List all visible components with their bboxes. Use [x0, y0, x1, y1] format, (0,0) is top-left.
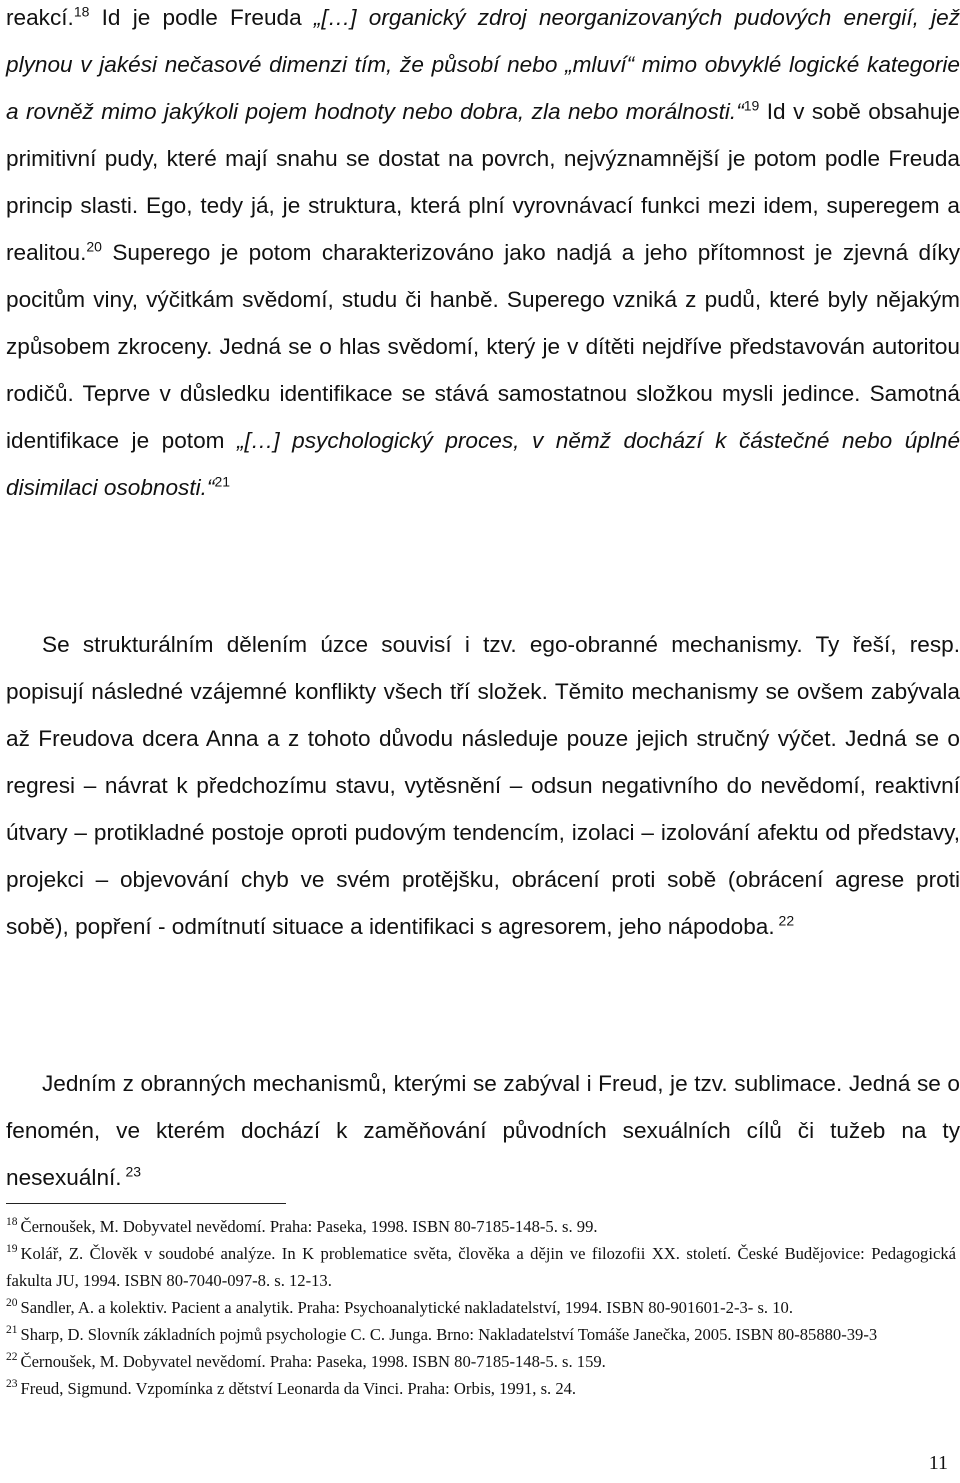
footnote-number: 20 — [6, 1297, 18, 1310]
footnote-number: 23 — [6, 1378, 18, 1391]
footnote-text: Freud, Sigmund. Vzpomínka z dětství Leonarda da Vinci. Praha: Orbis, 1991, s. 24. — [20, 1379, 577, 1398]
footnote-number: 22 — [6, 1351, 18, 1364]
footnote-19 — [6, 1240, 956, 1294]
footnote-text: Sandler, A. a kolektiv. Pacient a analytik. Praha: Psychoanalytické nakladatelství, 1994. ISBN 80-901601-2-3- s. 10. — [20, 1298, 793, 1317]
footnote-number: 18 — [6, 1216, 18, 1229]
quote-identification: „[…] psychologický proces, v němž dochází k částečné nebo úplné disimilaci osobnosti.“ — [6, 428, 960, 500]
footnote-ref-22[interactable]: 22 — [774, 912, 795, 929]
paragraph-sublimation — [6, 1060, 960, 1201]
footnote-18 — [6, 1213, 956, 1240]
footnote-22 — [6, 1348, 956, 1375]
text-run: Id v sobě obsahuje primitivní pudy, které mají snahu se dostat na povrch, nejvýznamnější je potom podle Freuda princip slasti. Ego, tedy já, je struktura, která plní vyrovnávací funkci mezi idem, superegem a realitou. — [6, 99, 960, 265]
footnote-21 — [6, 1321, 956, 1348]
text-run: Superego je potom charakterizováno jako nadjá a jeho přítomnost je zjevná díky pocitům viny, výčitkám svědomí, studu či hanbě. Superego vzniká z pudů, které byly nějakým způsobem zkroceny. Jedná se o hlas svědomí, který je v dítěti nejdříve představován autoritou rodičů. Teprve v důsledku identifikace se stává samostatnou složkou mysli jedince. Samotná identifikace je potom — [6, 240, 960, 453]
footnote-text: Kolář, Z. Člověk v soudobé analýze. In K problematice světa, člověka a dějin ve filozofii XX. století. České Budějovice: Pedagogická fakulta JU, 1994. ISBN 80-7040-097-8. s. 12-13. — [6, 1244, 956, 1290]
footnote-number: 19 — [6, 1243, 18, 1256]
text-run: Id je podle Freuda — [89, 5, 314, 30]
footnote-20 — [6, 1294, 956, 1321]
footnote-number: 21 — [6, 1324, 18, 1337]
footnote-text: Černoušek, M. Dobyvatel nevědomí. Praha: Paseka, 1998. ISBN 80-7185-148-5. s. 99. — [20, 1217, 598, 1236]
page-number: 11 — [928, 1452, 948, 1474]
footnote-23 — [6, 1375, 956, 1402]
footnote-text: Černoušek, M. Dobyvatel nevědomí. Praha: Paseka, 1998. ISBN 80-7185-148-5. s. 159. — [20, 1352, 606, 1371]
footnote-text: Sharp, D. Slovník základních pojmů psychologie C. C. Junga. Brno: Nakladatelství Tomáše Janečka, 2005. ISBN 80-85880-39-3 — [20, 1325, 878, 1344]
footnote-separator — [6, 1203, 286, 1204]
footnote-ref-18[interactable]: 18 — [73, 3, 90, 20]
paragraph-id-ego-superego — [6, 0, 960, 511]
text-run: Se strukturálním dělením úzce souvisí i tzv. ego-obranné mechanismy. Ty řeší, resp. popisují následné vzájemné konflikty všech tří složek. Těmito mechanismy se ovšem zabývala až Freudova dcera Anna a z tohoto důvodu následuje pouze jejich stručný výčet. Jedná se o regresi – návrat k předchozímu stavu, vytěsnění – odsun negativního do nevědomí, reaktivní útvary – protikladné postoje oproti pudovým tendencím, izolaci – izolování afektu od představy, projekci – objevování chyb ve svém protějšku, obrácení proti sobě (obrácení agrese proti sobě), popření - odmítnutí situace a identifikaci s agresorem, jeho nápodoba. — [6, 632, 960, 939]
text-run: Jedním z obranných mechanismů, kterými se zabýval i Freud, je tzv. sublimace. Jedná se o fenomén, ve kterém dochází k zaměňování původních sexuálních cílů či tužeb na ty nesexuální. — [6, 1071, 960, 1190]
footnote-ref-23[interactable]: 23 — [121, 1163, 142, 1180]
footnote-ref-19[interactable]: 19 — [743, 97, 760, 114]
paragraph-defense-mechanisms — [6, 621, 960, 950]
footnote-ref-21[interactable]: 21 — [214, 473, 231, 490]
footnotes-section — [6, 1213, 956, 1402]
quote-freud: „[…] organický zdroj neorganizovaných pudových energií, jež plynou v jakési nečasové dimenzi tím, že působí nebo „mluví“ mimo obvyklé logické kategorie a rovněž mimo jakýkoli pojem hodnoty nebo dobra, zla nebo morálnosti.“ — [6, 5, 960, 124]
text-run: reakcí. — [6, 5, 74, 30]
footnote-ref-20[interactable]: 20 — [86, 238, 102, 255]
